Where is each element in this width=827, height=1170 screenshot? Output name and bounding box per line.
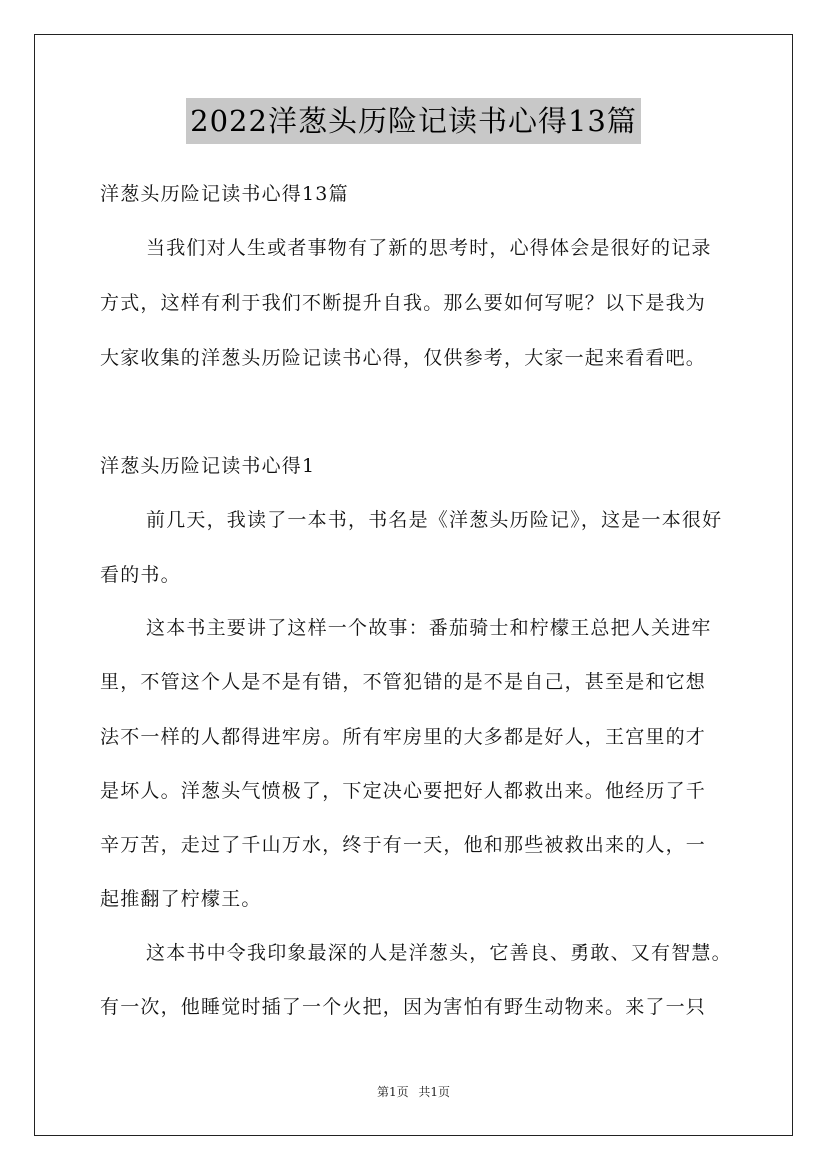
intro-line: 大家收集的洋葱头历险记读书心得，仅供参考，大家一起来看看吧。 bbox=[100, 347, 707, 369]
document-subtitle: 洋葱头历险记读书心得13篇 bbox=[100, 183, 349, 205]
paragraph-line: 看的书。 bbox=[100, 564, 181, 586]
paragraph-line: 这本书主要讲了这样一个故事：番茄骑士和柠檬王总把人关进牢 bbox=[146, 617, 712, 639]
intro-line: 当我们对人生或者事物有了新的思考时，心得体会是很好的记录 bbox=[146, 237, 712, 259]
paragraph-line: 辛万苦，走过了千山万水，终于有一天，他和那些被救出来的人，一 bbox=[100, 834, 707, 856]
paragraph-line: 起推翻了柠檬王。 bbox=[100, 888, 262, 910]
paragraph-line: 这本书中令我印象最深的人是洋葱头，它善良、勇敢、又有智慧。 bbox=[146, 942, 732, 964]
title-container bbox=[0, 98, 827, 144]
page-total: 共1页 bbox=[418, 1085, 451, 1099]
page-footer bbox=[0, 1084, 827, 1100]
paragraph-line: 有一次，他睡觉时插了一个火把，因为害怕有野生动物来。来了一只 bbox=[100, 996, 707, 1018]
paragraph-line: 里，不管这个人是不是有错，不管犯错的是不是自己，甚至是和它想 bbox=[100, 671, 707, 693]
page-number: 第1页 bbox=[376, 1085, 409, 1099]
paragraph-line: 前几天，我读了一本书，书名是《洋葱头历险记》，这是一本很好 bbox=[146, 509, 723, 531]
document-title: 2022洋葱头历险记读书心得13篇 bbox=[186, 98, 641, 144]
intro-line: 方式，这样有利于我们不断提升自我。那么要如何写呢？以下是我为 bbox=[100, 292, 707, 314]
section-heading: 洋葱头历险记读书心得1 bbox=[100, 455, 316, 477]
paragraph-line: 是坏人。洋葱头气愤极了，下定决心要把好人都救出来。他经历了千 bbox=[100, 780, 707, 802]
paragraph-line: 法不一样的人都得进牢房。所有牢房里的大多都是好人，王宫里的才 bbox=[100, 726, 707, 748]
